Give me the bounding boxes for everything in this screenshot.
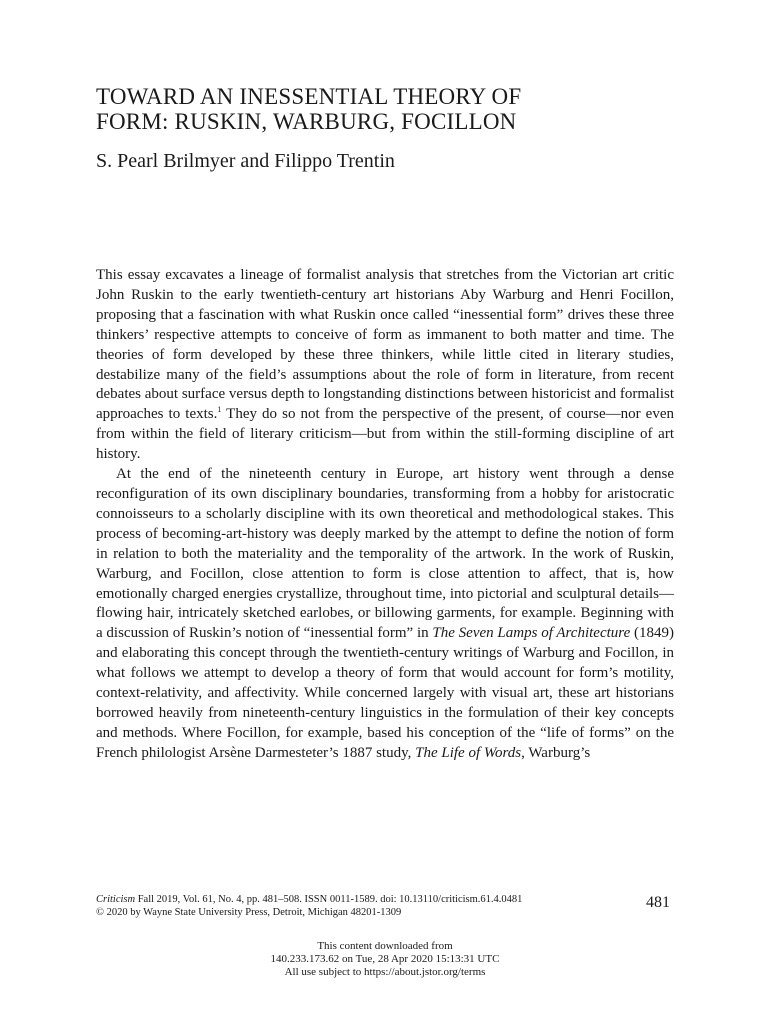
paragraph-text: This essay excavates a lineage of formalist analysis that stretches from the Victorian art critic John Ruskin to the early twentieth-century art historians Aby Warburg and Henri Focillon, proposing that a fascination with what Ruskin once called “inessential form” drives these three thinkers’ respective attempts to conceive of form as immanent to both matter and time. The theories of form developed by these three thinkers, while little cited in literary studies, destabilize many of the field’s assumptions about the role of form in literature, from recent debates about surface versus depth to longstanding distinctions between historicist and formalist approaches to texts. [96, 267, 674, 423]
citation-footer [96, 893, 674, 919]
citation-line [96, 893, 674, 906]
citation-details: Fall 2019, Vol. 61, No. 4, pp. 481–508. ISSN 0011-1589. doi: 10.13110/criticism.61.4.0481 [135, 894, 523, 905]
paragraph-1 [96, 266, 674, 465]
article-authors: S. Pearl Brilmyer and Filippo Trentin [96, 150, 395, 172]
paragraph-text: At the end of the nineteenth century in Europe, art history went through a dense reconfiguration of its own disciplinary boundaries, transforming from a hobby for aristocratic connoisseurs to a scholarly discipline with its own theoretical and methodological stakes. This process of becoming-art-history was deeply marked by the attempt to define the notion of form in relation to both the materiality and the temporality of the artwork. In the work of Ruskin, Warburg, and Focillon, close attention to form is close attention to affect, that is, how emotionally charged energies crystallize, throughout time, into pictorial and sculptural details—flowing hair, intricately sketched earlobes, or billowing garments, for example. Beginning with a discussion of Ruskin’s notion of “inessential form” in [96, 466, 674, 642]
title-line: FORM: RUSKIN, WARBURG, FOCILLON [96, 109, 517, 134]
paragraph-text: (1849) and elaborating this concept through the twentieth-century writings of Warburg and Focillon, in what follows we attempt to develop a theory of form that would account for form’s motility, context-relativity, and affectivity. While concerned largely with visual art, these art historians borrowed heavily from nineteenth-century linguistics in the formulation of their key concepts and methods. Where Focillon, for example, based his conception of the “life of forms” on the French philologist Arsène Darmesteter’s 1887 study, [96, 625, 674, 761]
paragraph-text: They do so not from the perspective of the present, of course—nor even from within the field of literary criticism—but from within the still-forming discipline of art history. [96, 406, 674, 463]
article-title [96, 84, 696, 134]
download-line: This content downloaded from [317, 940, 453, 952]
paragraph-text: , Warburg’s [521, 744, 591, 761]
journal-name: Criticism [96, 894, 136, 905]
article-body [96, 266, 674, 764]
book-title-seven-lamps: The Seven Lamps of Architecture [432, 625, 631, 642]
paragraph-2 [96, 465, 674, 764]
download-terms-link[interactable]: All use subject to https://about.jstor.org/terms [284, 966, 486, 978]
page-number: 481 [646, 894, 670, 911]
book-title-life-of-words: The Life of Words [415, 744, 522, 761]
download-notice [0, 940, 770, 979]
download-line: 140.233.173.62 on Tue, 28 Apr 2020 15:13:31 UTC [270, 953, 500, 965]
footnote-marker[interactable]: 1 [217, 405, 222, 415]
copyright-line: © 2020 by Wayne State University Press, Detroit, Michigan 48201-1309 [96, 907, 402, 918]
title-line: TOWARD AN INESSENTIAL THEORY OF [96, 84, 522, 109]
